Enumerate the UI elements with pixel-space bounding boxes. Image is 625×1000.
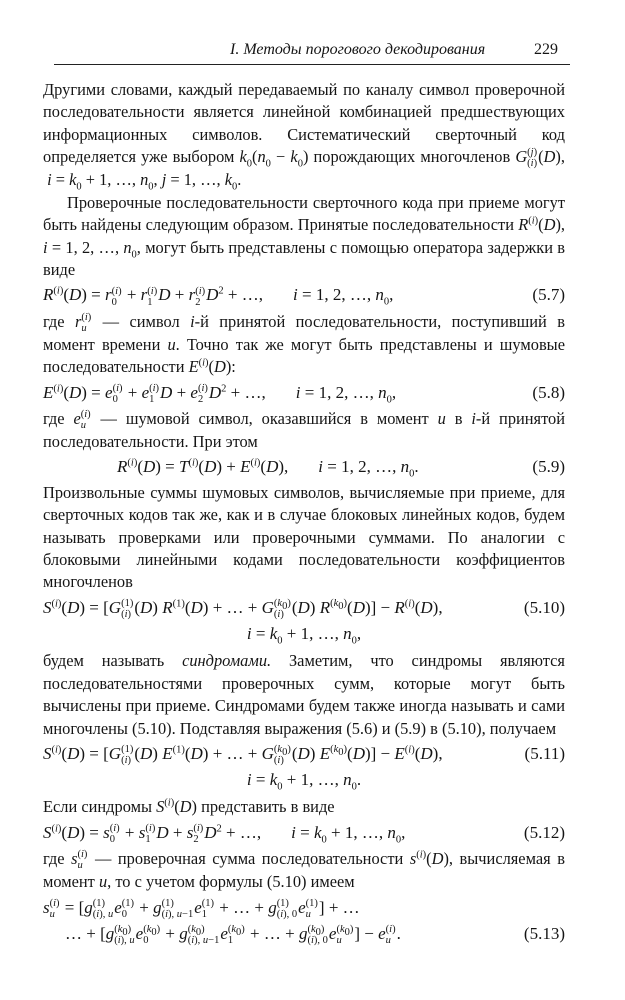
equation-5-10-range: $i = k_0 + 1$, …, $n_0$, bbox=[246, 623, 362, 647]
equation-5-11-range: $i = k_0 + 1$, …, $n_0$. bbox=[246, 770, 362, 793]
emphasis-syndromes: синдромами. bbox=[182, 651, 272, 671]
equation-number: (5.11) bbox=[524, 743, 565, 763]
equation-5-12: $S^{(i)}(D) = s$ (i) 0 + s (i) 1 D + s (i) 2 $D^2$ + …, $i = k_0 + 1$, …, $n_0$, (5.12) bbox=[43, 822, 565, 846]
page-body bbox=[43, 79, 565, 949]
paragraph-5: Произвольные суммы шумовых символов, вычисляемые при приеме, для сверточных кодов так же, как и в случае блоковых линейных кодов, будем называть проверками или проверочными суммами. По аналогии с блоковыми линейными кодами последовательности коэффициентов многочленов bbox=[43, 482, 565, 592]
paragraph-1: Другими словами, каждый передаваемый по каналу символ проверочной последовательности является линейной комбинацией предшествующих информационных символов. Систематический сверточный код определяется уже выбором $k_0(n_0 - k_0)$ порождающих многочленов G (j) (i) (D), $i = k_0 + 1$, …, $n_0$, j = 1, …, $k_0$. bbox=[43, 80, 565, 193]
equation-5-13-line-2: … + [g $(k_0)$ (i), u e $(k_0)$ 0 + g $(k_0)$ (i), u−1 e $(k_0)$ 1 + … + g $(k_0)$ (i), 0 e $(k_0)$ u ] − e (i) u . (5.13) bbox=[65, 923, 565, 946]
header-title: I. Методы порогового декодирования bbox=[230, 41, 486, 58]
paragraph-8: где s (i) u — проверочная сумма последовательности $s^{(i)}(D)$, вычисляемая в момент u, то с учетом формулы (5.10) имеем bbox=[43, 848, 565, 892]
page-number: 229 bbox=[534, 41, 558, 58]
equation-5-8: $E^{(i)}(D) = e$ (i) 0 + e (i) 1 D + e (i) 2 $D^2$ + …, i = 1, 2, …, $n_0$, (5.8) bbox=[43, 382, 565, 406]
paragraph-7: Если синдромы $S^{(i)}(D)$ представить в виде bbox=[43, 797, 335, 817]
equation-number: (5.12) bbox=[523, 822, 565, 842]
equation-5-9: $R^{(i)}(D) = T^{(i)}(D) + E^{(i)}(D)$, i = 1, 2, …, $n_0$. (5.9) bbox=[117, 457, 565, 480]
equation-number: (5.10) bbox=[523, 597, 565, 617]
paragraph-2: Проверочные последовательности сверточного кода при приеме могут быть найдены следующим образом. Принятые последовательности $R^{(i)}(D)$, i = 1, 2, …, $n_0$, могут быть представлены с помощью оператора задержки в виде bbox=[43, 192, 565, 280]
equation-5-10: $S^{(i)}(D) = [G$ (1) (i) (D) $R^{(1)}(D)$ + … + G $(k_0)$ (i) (D) $R^{(k_0)}(D)] - R^{(i)}(D)$, (5.10) bbox=[43, 597, 565, 620]
paragraph-4: где e (i) u — шумовой символ, оказавшийся в момент u в i-й принятой последовательности. При этом bbox=[43, 408, 566, 451]
paragraph-3: где r (i) u — символ i-й принятой последовательности, поступивший в момент времени u. Точно так же могут быть представлены и шумовые последовательности $E^{(i)}(D)$: bbox=[43, 311, 565, 377]
equation-number: (5.8) bbox=[532, 382, 565, 402]
equation-5-7: $R^{(i)}(D) = r$ (i) 0 + r (i) 1 D + r (i) 2 $D^2$ + …, i = 1, 2, …, $n_0$, (5.7) bbox=[43, 285, 565, 308]
equation-5-11: $S^{(i)}(D) = [G$ (1) (i) (D) $E^{(1)}(D)$ + … + G $(k_0)$ (i) (D) $E^{(k_0)}(D)] - E^{(i)}(D)$, (5.11) bbox=[43, 743, 565, 767]
header-rule bbox=[54, 64, 570, 65]
equation-5-13-line-1: s (i) u = [g (1) (i), u e (1) 0 + g (1) (i), u−1 e (1) 1 + … + g (1) (i), 0 e (1) u ] + … bbox=[43, 897, 360, 920]
paragraph-6: будем называть синдромами. Заметим, что синдромы являются последовательностями проверочных сумм, которые могут быть вычислены при приеме. Синдромами будем также иногда называть и сами многочлены (5.10). Подставляя выражения (5.6) и (5.9) в (5.10), получаем bbox=[43, 651, 565, 738]
equation-number: (5.13) bbox=[523, 923, 565, 943]
running-header bbox=[54, 41, 570, 65]
equation-number: (5.7) bbox=[532, 285, 565, 305]
equation-number: (5.9) bbox=[532, 457, 565, 477]
